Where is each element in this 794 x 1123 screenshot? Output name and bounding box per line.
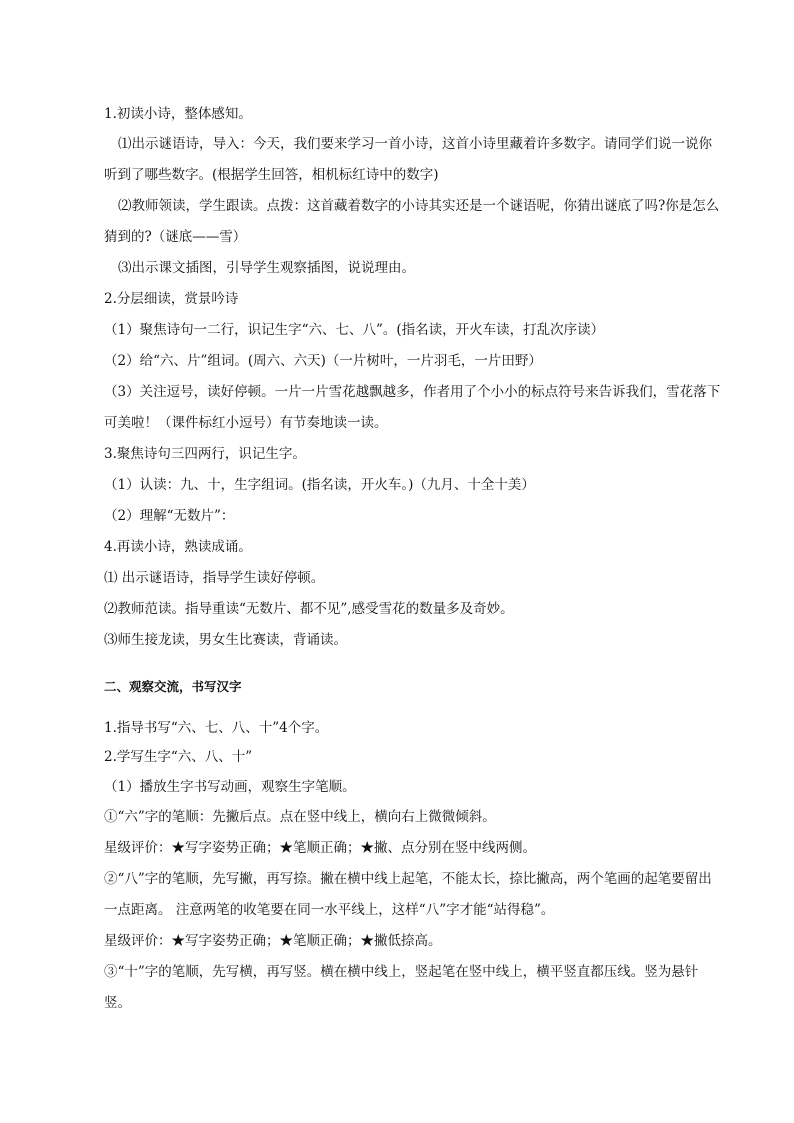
step-2-item-1: （1）聚焦诗句一二行，识记生字“六、七、八”。(指名读，开火车读，打乱次序读） bbox=[104, 322, 605, 338]
step-4-heading: 4.再读小诗，熟读成诵。 bbox=[104, 539, 252, 555]
star-rating-1: 星级评价：★写字姿势正确；★笔顺正确；★撇、点分别在竖中线两侧。 bbox=[104, 840, 536, 856]
stroke-order-shi: ③“十”字的笔顺，先写横，再写竖。横在横中线上，竖起笔在竖中线上，横平竖直都压线。竖为悬针竖。 bbox=[104, 964, 699, 1011]
step-4-item-3: ⑶师生接龙读，男女生比赛读，背诵读。 bbox=[104, 632, 347, 648]
writing-item-1: 1.指导书写“六、七、八、十”4个字。 bbox=[104, 720, 329, 736]
step-3-item-2: （2）理解“无数片”： bbox=[104, 508, 235, 524]
writing-sub-1: （1）播放生字书写动画，观察生字笔顺。 bbox=[104, 779, 356, 795]
section-2-heading: 二、观察交流，书写汉字 bbox=[104, 679, 242, 694]
step-3-heading: 3.聚焦诗句三四两行，识记生字。 bbox=[104, 446, 306, 462]
star-rating-2: 星级评价：★写字姿势正确；★笔顺正确；★撇低捺高。 bbox=[104, 933, 442, 949]
step-4-item-1: ⑴ 出示谜语诗，指导学生读好停顿。 bbox=[104, 570, 325, 586]
step-2-heading: 2.分层细读，赏景吟诗 bbox=[104, 291, 239, 307]
step-1-item-3: ⑶出示课文插图，引导学生观察插图，说说理由。 bbox=[118, 260, 415, 276]
writing-item-2: 2.学写生字“六、八、十” bbox=[104, 749, 253, 765]
step-1-item-1: ⑴出示谜语诗，导入：今天，我们要来学习一首小诗，这首小诗里藏着许多数字。请同学们说一说你听到了哪些数字。(根据学生回答，相机标红诗中的数字) bbox=[104, 136, 712, 183]
step-1-heading: 1.初读小诗，整体感知。 bbox=[104, 106, 252, 122]
stroke-order-liu: ①“六”字的笔顺：先撇后点。点在竖中线上，横向右上微微倾斜。 bbox=[104, 809, 496, 825]
step-4-item-2: ⑵教师范读。指导重读“无数片、都不见”,感受雪花的数量多及奇妙。 bbox=[104, 601, 514, 617]
step-2-item-2: （2）给“六、片”组词。(周六、六天)（一片树叶，一片羽毛，一片田野） bbox=[104, 353, 542, 369]
step-3-item-1: （1）认读：九、十，生字组词。(指名读，开火车。)（九月、十全十美） bbox=[104, 477, 535, 493]
stroke-order-ba: ②“八”字的笔顺，先写撇，再写捺。撇在横中线上起笔，不能太长，捺比撇高，两个笔画的起笔要留出一点距离。 注意两笔的收笔要在同一水平线上，这样“八”字才能“站得稳”。 bbox=[104, 871, 712, 918]
step-1-item-2: ⑵教师领读，学生跟读。点拨：这首藏着数字的小诗其实还是一个谜语呢，你猜出谜底了吗?你是怎么猜到的?（谜底——雪） bbox=[104, 198, 720, 245]
step-2-item-3: （3）关注逗号，读好停顿。一片一片雪花越飘越多，作者用了个小小的标点符号来告诉我们，雪花落下可美啦！（课件标红小逗号）有节奏地读一读。 bbox=[104, 384, 721, 431]
